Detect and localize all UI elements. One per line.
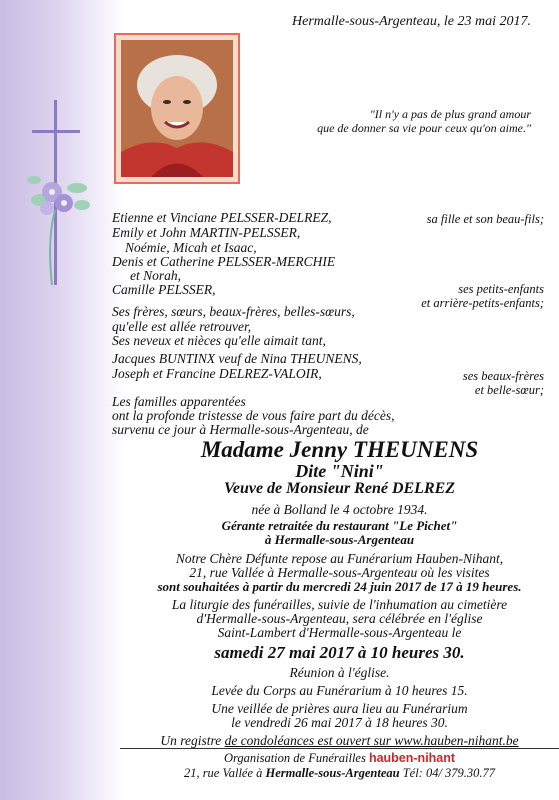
- place-date: Hermalle-sous-Argenteau, le 23 mai 2017.: [292, 14, 531, 29]
- portrait-frame: [114, 33, 240, 184]
- family-line: Les familles apparentées: [112, 394, 246, 409]
- family-line: survenu ce jour à Hermalle-sous-Argenteau, de: [112, 422, 369, 437]
- footer-divider: [120, 748, 559, 749]
- portrait-photo: [121, 40, 233, 177]
- register-prefix: Un registre: [160, 733, 225, 748]
- relation-label: sa fille et son beau-fils;: [426, 212, 544, 226]
- footer-org-prefix: Organisation de Funérailles: [223, 751, 369, 765]
- body-removal-line: Levée du Corps au Funérarium à 10 heures 15.: [211, 683, 468, 698]
- family-line: Emily et John MARTIN-PELSSER,: [112, 225, 301, 240]
- relation-label: ses petits-enfants: [458, 282, 544, 296]
- brand-logo: hauben-nihant: [368, 751, 456, 765]
- family-line: Camille PELSSER,: [112, 282, 216, 297]
- relation-label: et arrière-petits-enfants;: [421, 296, 544, 310]
- footer-organisation: [120, 751, 559, 766]
- family-line: et Norah,: [130, 268, 182, 283]
- footer-address: [120, 766, 559, 781]
- quote-line-2: que de donner sa vie pour ceux qu'on aime.": [317, 121, 531, 135]
- family-line: Ses neveux et nièces qu'elle aimait tant,: [112, 333, 326, 348]
- vigil-line-1: Une veillée de prières aura lieu au Funérarium: [211, 701, 468, 716]
- cross-flower-icon: [22, 100, 112, 290]
- condolence-link[interactable]: de condoléances est ouvert sur www.hauben-nihant.be: [224, 733, 519, 748]
- deceased-nickname: Dite "Nini": [295, 461, 384, 481]
- family-line: qu'elle est allée retrouver,: [112, 319, 252, 334]
- repose-line-2: 21, rue Vallée à Hermalle-sous-Argenteau où les visites: [189, 565, 490, 580]
- visits-line: sont souhaitées à partir du mercredi 24 juin 2017 de 17 à 19 heures.: [157, 579, 522, 594]
- family-line: Jacques BUNTINX veuf de Nina THEUNENS,: [112, 351, 362, 366]
- relation-label: ses beaux-frères: [462, 369, 544, 383]
- repose-line-1: Notre Chère Défunte repose au Funérarium Hauben-Nihant,: [175, 551, 504, 566]
- family-line: Ses frères, sœurs, beaux-frères, belles-sœurs,: [112, 304, 355, 319]
- ceremony-date: samedi 27 mai 2017 à 10 heures 30.: [214, 643, 465, 662]
- family-line: Joseph et Francine DELREZ-VALOIR,: [112, 366, 322, 381]
- vigil-line-2: le vendredi 26 mai 2017 à 18 heures 30.: [231, 715, 448, 730]
- relation-label: et belle-sœur;: [474, 383, 544, 397]
- liturgy-line-2: d'Hermalle-sous-Argenteau, sera célébrée en l'église: [196, 611, 483, 626]
- footer-phone: Tél: 04/ 379.30.77: [399, 766, 496, 780]
- family-line: Denis et Catherine PELSSER-MERCHIE: [112, 254, 336, 269]
- family-line: ont la profonde tristesse de vous faire part du décès,: [112, 408, 395, 423]
- quote-line-1: "Il n'y a pas de plus grand amour: [369, 107, 531, 121]
- deceased-name: Madame Jenny THEUNENS: [200, 437, 479, 462]
- job-line-2: à Hermalle-sous-Argenteau: [264, 532, 415, 547]
- footer-address-prefix: 21, rue Vallée à: [183, 766, 266, 780]
- liturgy-line-1: La liturgie des funérailles, suivie de l'inhumation au cimetière: [171, 597, 508, 612]
- family-line: Etienne et Vinciane PELSSER-DELREZ,: [112, 210, 332, 225]
- meeting-line: Réunion à l'église.: [289, 665, 390, 680]
- job-line-1: Gérante retraitée du restaurant "Le Pichet": [221, 518, 458, 533]
- widow-of: Veuve de Monsieur René DELREZ: [223, 480, 456, 497]
- birth-info: née à Bolland le 4 octobre 1934.: [251, 502, 428, 517]
- footer-address-town: Hermalle-sous-Argenteau: [265, 766, 400, 780]
- condolence-register: [120, 733, 559, 748]
- liturgy-line-3: Saint-Lambert d'Hermalle-sous-Argenteau le: [217, 625, 462, 640]
- family-line: Noémie, Micah et Isaac,: [125, 240, 257, 255]
